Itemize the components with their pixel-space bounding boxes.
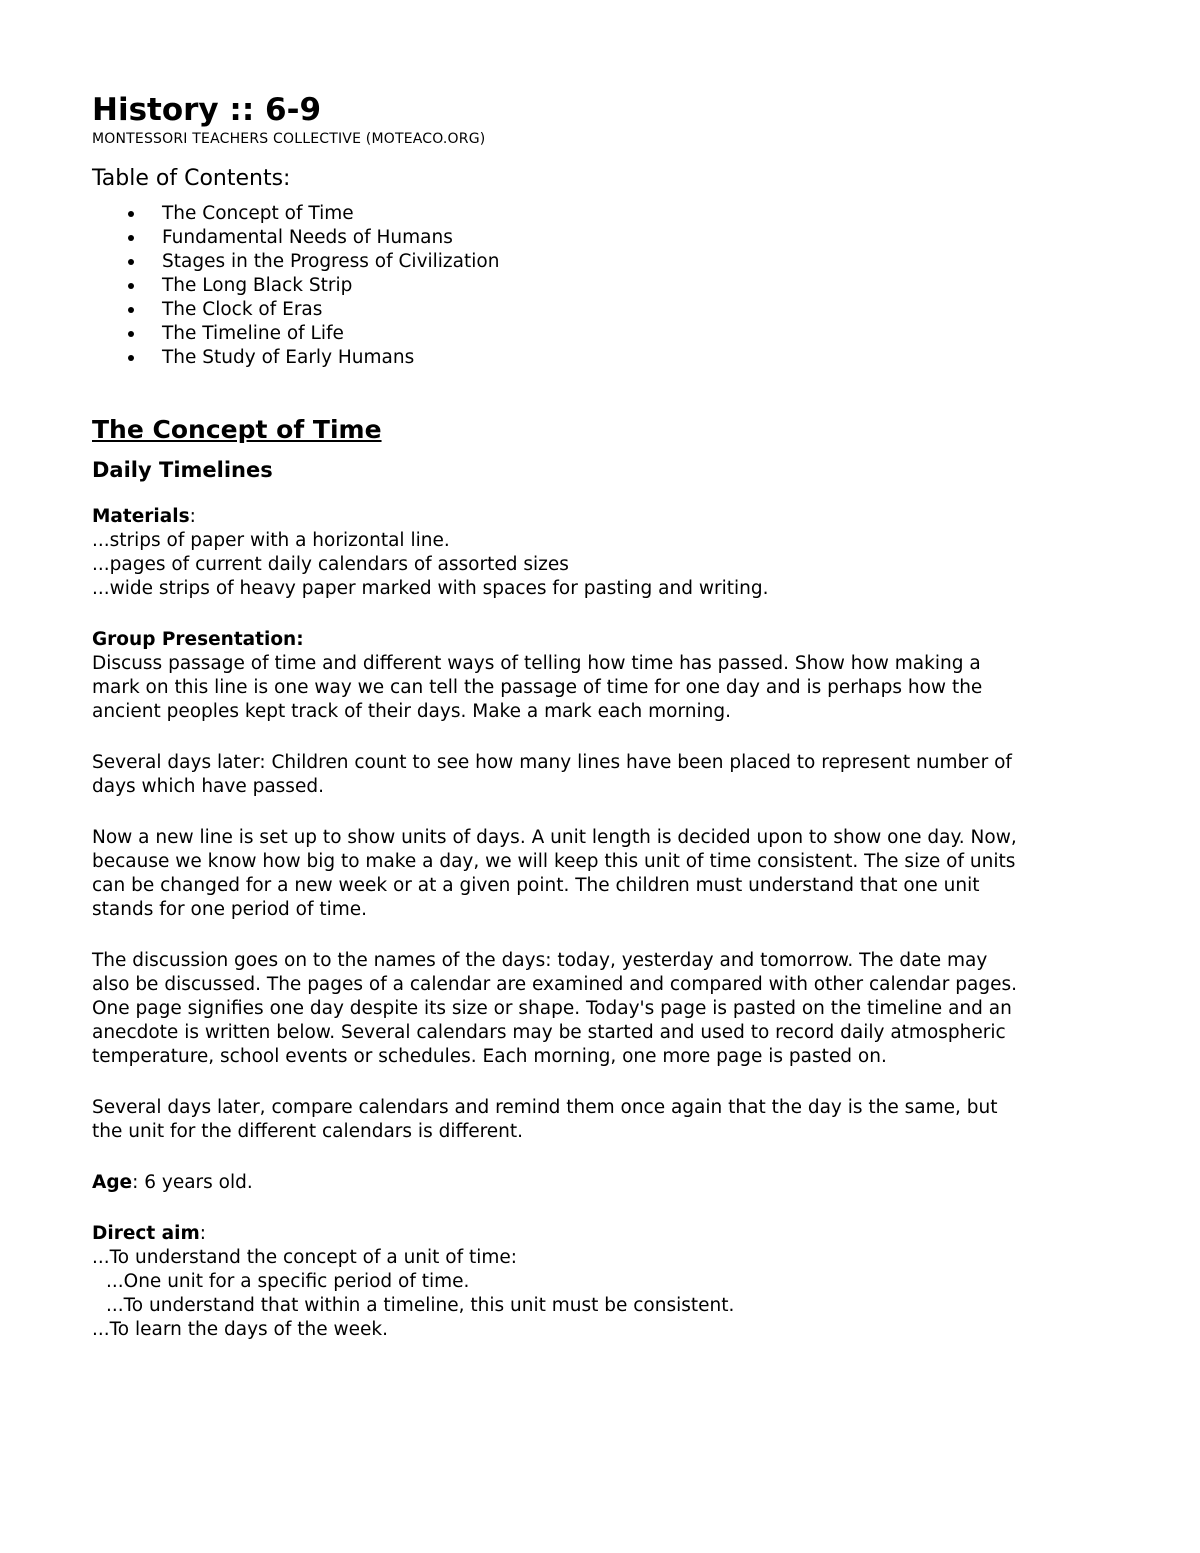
subsection-title: Daily Timelines [92,458,273,482]
document-page [92,90,1102,1369]
materials-heading [92,505,1102,529]
direct-aim-heading [92,1222,1102,1246]
aim-line: ...One unit for a specific period of time. [106,1271,470,1292]
paragraph-line: Several days later, compare calendars and remind them once again that the day is the same, but [92,1097,998,1118]
paragraph [92,751,1102,799]
toc-item-label: The Concept of Time [162,203,354,224]
materials-line: ...wide strips of heavy paper marked with spaces for pasting and writing. [92,578,769,599]
direct-aim-label: Direct aim [92,1223,200,1244]
toc-heading: Table of Contents: [92,166,291,191]
bullet-icon [128,307,134,313]
age-label: Age [92,1172,133,1193]
age-line [92,1171,1102,1195]
bullet-icon [128,211,134,217]
toc-item-label: Fundamental Needs of Humans [162,227,453,248]
paragraph [92,949,1102,1069]
direct-aim-colon: : [199,1223,206,1244]
aim-line: ...To understand that within a timeline, this unit must be consistent. [106,1295,735,1316]
toc-item-label: The Study of Early Humans [162,347,415,368]
paragraph-line: anecdote is written below. Several calendars may be started and used to record daily atmospheric [92,1022,1006,1043]
toc-item [92,322,1102,346]
toc-item [92,226,1102,250]
toc-item [92,298,1102,322]
group-presentation-label: Group Presentation: [92,629,304,650]
toc-item [92,250,1102,274]
aim-line: ...To learn the days of the week. [92,1319,388,1340]
toc-item [92,274,1102,298]
document-title: History :: 6-9 [92,92,322,128]
paragraph-line: days which have passed. [92,776,324,797]
bullet-icon [128,235,134,241]
bullet-icon [128,331,134,337]
paragraph-line: One page signifies one day despite its size or shape. Today's page is pasted on the timeline and an [92,998,1012,1019]
toc-item-label: The Clock of Eras [162,299,323,320]
toc-item [92,346,1102,370]
age-block [92,1171,1102,1195]
toc-item-label: The Long Black Strip [162,275,353,296]
materials-colon: : [189,506,196,527]
paragraph-line: mark on this line is one way we can tell the passage of time for one day and is perhaps how the [92,677,983,698]
materials-line: ...strips of paper with a horizontal line. [92,530,450,551]
aim-line: ...To understand the concept of a unit of time: [92,1247,518,1268]
bullet-icon [128,355,134,361]
bullet-icon [128,283,134,289]
paragraph-line: Discuss passage of time and different ways of telling how time has passed. Show how making a [92,653,981,674]
materials-line: ...pages of current daily calendars of assorted sizes [92,554,569,575]
toc-item-label: The Timeline of Life [162,323,344,344]
toc-list [92,202,1102,370]
paragraph-line: also be discussed. The pages of a calendar are examined and compared with other calendar pages. [92,974,1018,995]
document-subtitle: MONTESSORI TEACHERS COLLECTIVE (MOTEACO.ORG) [92,131,486,147]
section-title: The Concept of Time [92,415,382,444]
paragraph-line: Several days later: Children count to see how many lines have been placed to represent number of [92,752,1012,773]
materials-block [92,505,1102,601]
paragraph-line: temperature, school events or schedules. Each morning, one more page is pasted on. [92,1046,887,1067]
paragraph-line: because we know how big to make a day, we will keep this unit of time consistent. The size of units [92,851,1016,872]
paragraph-line: Now a new line is set up to show units of days. A unit length is decided upon to show one day. Now, [92,827,1017,848]
paragraph-line: ancient peoples kept track of their days. Make a mark each morning. [92,701,731,722]
paragraph [92,826,1102,922]
toc-item-label: Stages in the Progress of Civilization [162,251,500,272]
paragraph [92,1096,1102,1144]
toc-item [92,202,1102,226]
bullet-icon [128,259,134,265]
group-presentation-block [92,628,1102,724]
paragraph-line: The discussion goes on to the names of the days: today, yesterday and tomorrow. The date may [92,950,988,971]
paragraph-line: can be changed for a new week or at a given point. The children must understand that one unit [92,875,980,896]
paragraph-line: the unit for the different calendars is different. [92,1121,524,1142]
age-value: : 6 years old. [132,1172,253,1193]
materials-label: Materials [92,506,190,527]
direct-aim-block [92,1222,1102,1342]
paragraph-line: stands for one period of time. [92,899,368,920]
